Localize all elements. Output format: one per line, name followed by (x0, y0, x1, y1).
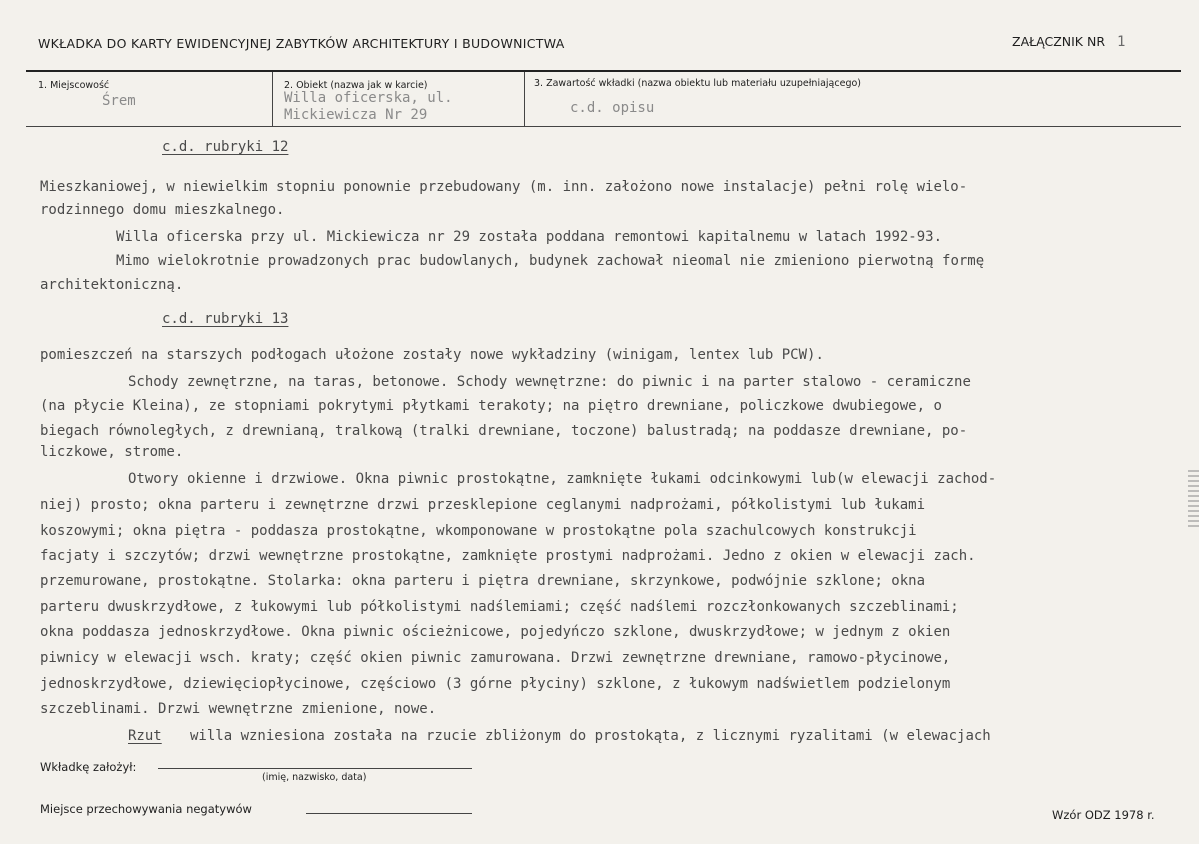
field-object-label: 2. Obiekt (nazwa jak w karcie) (284, 80, 428, 91)
body-line: jednoskrzydłowe, dziewięciopłycinowe, częściowo (3 górne płyciny) szklone, z łukowym nadświetlem podzielonym (40, 676, 951, 692)
field-contents-label: 3. Zawartość wkładki (nazwa obiektu lub materiału uzupełniającego) (534, 78, 861, 89)
body-line: piwnicy w elewacji wsch. kraty; część okien piwnic zamurowana. Drzwi zewnętrzne drewniane, ramowo-płycinowe, (40, 650, 951, 666)
body-line: szczeblinami. Drzwi wewnętrzne zmienione, nowe. (40, 701, 437, 717)
annex-number: 1 (1117, 34, 1126, 50)
body-line: biegach równoległych, z drewnianą, tralkową (tralki drewniane, toczone) balustradą; na poddasze drewniane, po- (40, 423, 968, 439)
field-locality-label: 1. Miejscowość (38, 80, 110, 91)
body-line: parteru dwuskrzydłowe, z łukowymi lub półkolistymi nadślemiami; część nadślemi rozczłonkowanych szczeblinami; (40, 599, 959, 615)
body-line: (na płycie Kleina), ze stopniami pokrytymi płytkami terakoty; na piętro drewniane, policzkowe dwubiegowe, o (40, 398, 942, 414)
body-line: facjaty i szczytów; drzwi wewnętrzne prostokątne, zamknięte prostymi nadprożami. Jedno z okien w elewacji zach. (40, 548, 976, 564)
body-line: Mimo wielokrotnie prowadzonych prac budowlanych, budynek zachował nieomal nie zmieniono pierwotną formę (116, 253, 985, 269)
body-line: liczkowe, strome. (40, 444, 184, 460)
section-heading-rzut: Rzut (128, 728, 162, 744)
annex-label: ZAŁĄCZNIK NR (1012, 34, 1106, 49)
body-line: Schody zewnętrzne, na taras, betonowe. Schody wewnętrzne: do piwnic i na parter stalowo - ceramiczne (128, 374, 971, 390)
body-line: architektoniczną. (40, 277, 184, 293)
body-line: rodzinnego domu mieszkalnego. (40, 202, 285, 218)
body-line: Mieszkaniowej, w niewielkim stopniu ponownie przebudowany (m. inn. założono nowe instalacje) pełni rolę wielo- (40, 179, 968, 195)
body-line: Otwory okienne i drzwiowe. Okna piwnic prostokątne, zamknięte łukami odcinkowymi lub(w elewacji zachod- (128, 471, 997, 487)
inserted-by-hint: (imię, nazwisko, data) (262, 772, 367, 783)
body-line: pomieszczeń na starszych podłogach ułożone zostały nowe wykładziny (winigam, lentex lub PCW). (40, 347, 824, 363)
field-locality-value: Śrem (102, 93, 136, 109)
annex-block (1012, 34, 1125, 50)
inserted-by-label: Wkładkę założył: (40, 760, 137, 774)
form-title: WKŁADKA DO KARTY EWIDENCYJNEJ ZABYTKÓW ARCHITEKTURY I BUDOWNICTWA (38, 36, 565, 51)
field-contents-value: c.d. opisu (570, 100, 655, 116)
body-line: Willa oficerska przy ul. Mickiewicza nr 29 została poddana remontowi kapitalnemu w latach 1992-93. (116, 229, 943, 245)
header-rule (26, 70, 1181, 72)
body-line: willa wzniesiona została na rzucie zbliżonym do prostokąta, z licznymi ryzalitami (w elewacjach (190, 728, 991, 744)
field-object-value-line1: Willa oficerska, ul. (284, 90, 453, 106)
section-heading-12: c.d. rubryki 12 (162, 139, 289, 155)
field-divider-1 (272, 72, 273, 126)
form-code: Wzór ODZ 1978 r. (1052, 808, 1155, 822)
body-line: przemurowane, prostokątne. Stolarka: okna parteru i piętra drewniane, skrzynkowe, podwójnie szklone; okna (40, 573, 926, 589)
section-heading-13: c.d. rubryki 13 (162, 311, 289, 327)
scan-edge-mark (1188, 470, 1199, 530)
field-object-value-line2: Mickiewicza Nr 29 (284, 107, 428, 123)
field-divider-2 (524, 72, 525, 126)
negatives-line (306, 813, 472, 814)
fields-bottom-rule (26, 126, 1181, 127)
inserted-by-line (158, 768, 472, 769)
negatives-label: Miejsce przechowywania negatywów (40, 802, 252, 816)
body-line: koszowymi; okna piętra - poddasza prostokątne, wkomponowane w prostokątne pola szachulcowych konstrukcji (40, 523, 917, 539)
body-line: okna poddasza jednoskrzydłowe. Okna piwnic ościeżnicowe, pojedyńczo szklone, dwuskrzydłowe; w jednym z okien (40, 624, 951, 640)
body-line: niej) prosto; okna parteru i zewnętrzne drzwi przesklepione ceglanymi nadprożami, półkolistymi lub łukami (40, 497, 926, 513)
